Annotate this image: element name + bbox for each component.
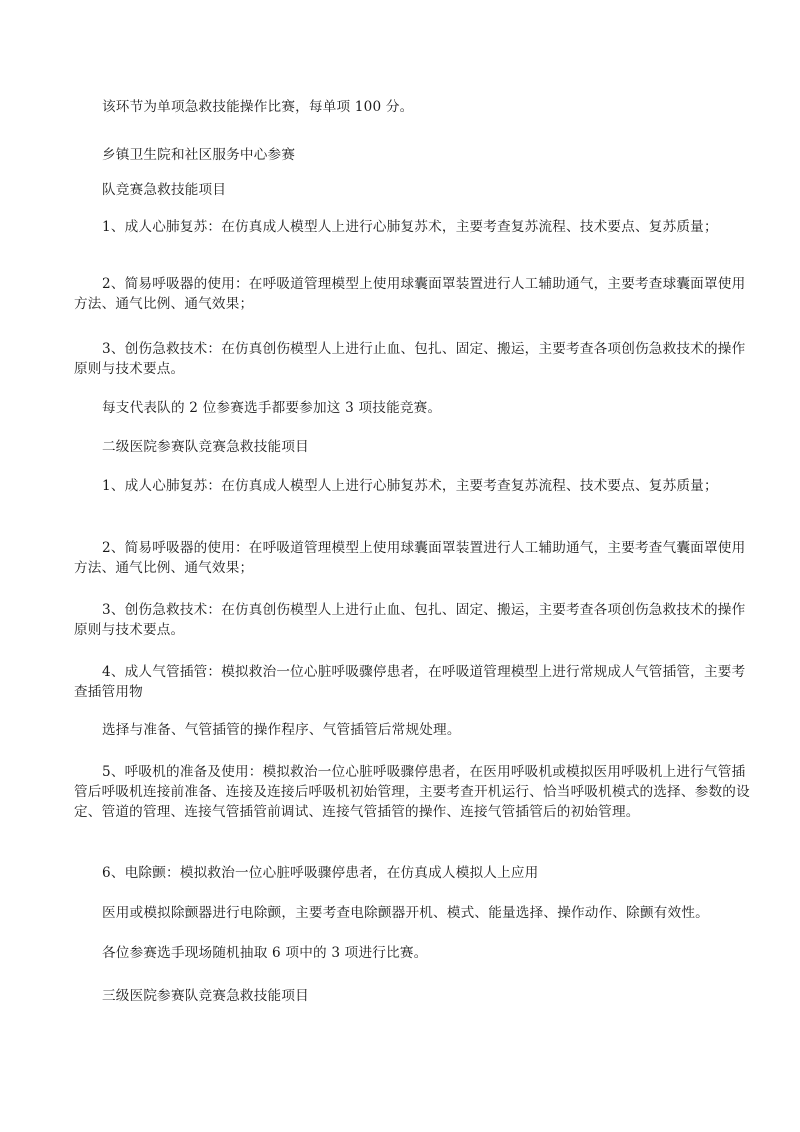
- paragraph-heading-team-skills: 队竞赛急救技能项目: [102, 182, 227, 198]
- paragraph-heading-secondary: 二级医院参赛队竞赛急救技能项目: [102, 439, 309, 455]
- paragraph-item-intubation: 4、成人气管插管：模拟救治一位心脏呼吸骤停患者，在呼吸道管理模型上进行常规成人气管插管，主要考查插管用物: [74, 664, 746, 700]
- paragraph-item-resuscitator: 2、简易呼吸器的使用：在呼吸道管理模型上使用球囊面罩装置进行人工辅助通气，主要考查球囊面罩使用方法、通气比例、通气效果；: [74, 276, 746, 312]
- paragraph-item-trauma: 3、创伤急救技术：在仿真创伤模型人上进行止血、包扎、固定、搬运，主要考查各项创伤急救技术的操作原则与技术要点。: [74, 341, 746, 377]
- paragraph-item-ventilator: 5、呼吸机的准备及使用：模拟救治一位心脏呼吸骤停患者，在医用呼吸机或模拟医用呼吸机上进行气管插管后呼吸机连接前准备、连接及连接后呼吸机初始管理，主要考查开机运行、恰当呼吸机模式的选择、参数的设定、管道的管理、连接气管插管前调试、连接气管插管的操作、连接气管插管后的初始管理。: [74, 764, 750, 820]
- paragraph-item-resuscitator-2: 2、简易呼吸器的使用：在呼吸道管理模型上使用球囊面罩装置进行人工辅助通气，主要考查气囊面罩使用方法、通气比例、通气效果；: [74, 540, 746, 576]
- paragraph-heading-tertiary: 三级医院参赛队竞赛急救技能项目: [102, 988, 309, 1004]
- paragraph-note-team: 每支代表队的 2 位参赛选手都要参加这 3 项技能竞赛。: [102, 400, 442, 416]
- paragraph-item-cpr-2: 1、成人心肺复苏：在仿真成人模型人上进行心肺复苏术，主要考查复苏流程、技术要点、复苏质量；: [102, 478, 718, 494]
- paragraph-item-trauma-2: 3、创伤急救技术：在仿真创伤模型人上进行止血、包扎、固定、搬运，主要考查各项创伤急救技术的操作原则与技术要点。: [74, 602, 746, 638]
- paragraph-heading-township: 乡镇卫生院和社区服务中心参赛: [102, 147, 296, 163]
- paragraph-intro: 该环节为单项急救技能操作比赛，每单项 100 分。: [102, 99, 414, 115]
- paragraph-item-defibrillation: 6、电除颤：模拟救治一位心脏呼吸骤停患者，在仿真成人模拟人上应用: [102, 865, 539, 881]
- paragraph-note-random-draw: 各位参赛选手现场随机抽取 6 项中的 3 项进行比赛。: [102, 945, 428, 961]
- paragraph-item-defibrillation-cont: 医用或模拟除颤器进行电除颤，主要考查电除颤器开机、模式、能量选择、操作动作、除颤有效性。: [102, 905, 709, 921]
- paragraph-item-intubation-cont: 选择与准备、气管插管的操作程序、气管插管后常规处理。: [102, 722, 461, 738]
- paragraph-item-cpr: 1、成人心肺复苏：在仿真成人模型人上进行心肺复苏术，主要考查复苏流程、技术要点、复苏质量；: [102, 219, 718, 235]
